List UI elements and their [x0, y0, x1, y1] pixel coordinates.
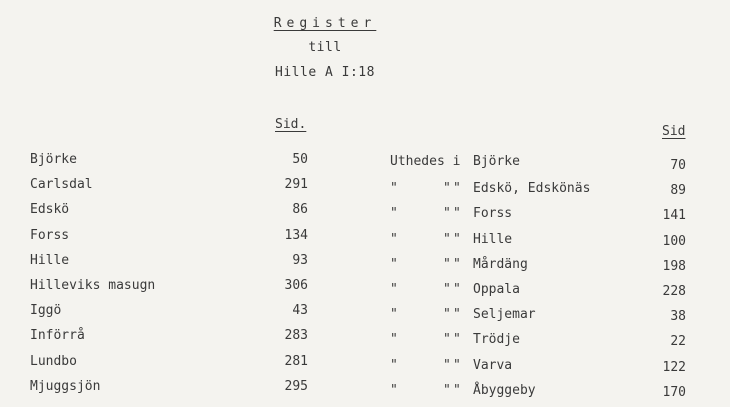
right-place-name: Hille: [473, 232, 513, 247]
ditto-mark: ": [390, 332, 398, 347]
ditto-mark: ": [443, 282, 451, 297]
register-row: [0, 253, 730, 273]
ditto-mark: ": [390, 383, 398, 398]
left-place-name: Mjuggsjön: [30, 379, 101, 394]
right-place-name: Åbyggeby: [473, 383, 536, 398]
ditto-mark: ": [443, 257, 451, 272]
left-place-name: Hilleviks masugn: [30, 278, 156, 293]
register-row: [0, 328, 730, 348]
ditto-mark: ": [443, 358, 451, 373]
right-place-name: Björke: [473, 154, 520, 169]
register-row: [0, 303, 730, 323]
ditto-mark: ": [443, 181, 451, 196]
ditto-mark: ": [390, 257, 398, 272]
right-page-number: 170: [662, 385, 686, 400]
ditto-mark: ": [390, 358, 398, 373]
left-place-name: Införrå: [30, 328, 85, 343]
right-place-name: Mårdäng: [473, 257, 528, 272]
right-place-name: Edskö, Edskönäs: [473, 181, 591, 196]
left-place-name: Forss: [30, 228, 70, 243]
right-place-name: Seljemar: [473, 307, 536, 322]
register-row: [0, 177, 730, 197]
register-row: [0, 152, 730, 172]
right-place-name: Trödje: [473, 332, 520, 347]
register-row: [0, 228, 730, 248]
register-row: [0, 278, 730, 298]
left-page-number: 306: [284, 278, 308, 293]
register-row: [0, 202, 730, 222]
cut-off-next-line: [30, 400, 70, 407]
right-place-name: Forss: [473, 206, 513, 221]
ditto-mark: ": [390, 181, 398, 196]
left-page-number: 295: [284, 379, 308, 394]
left-place-name: Carlsdal: [30, 177, 93, 192]
ditto-mark: ": [443, 206, 451, 221]
left-page-column-header: Sid.: [275, 117, 307, 132]
ditto-mark: ": [453, 282, 461, 297]
ditto-mark: ": [453, 358, 461, 373]
ditto-mark: ": [453, 332, 461, 347]
left-page-number: 43: [292, 303, 308, 318]
ditto-mark: ": [453, 307, 461, 322]
left-page-number: 86: [292, 202, 308, 217]
right-page-number: 141: [662, 208, 686, 223]
ditto-mark: ": [453, 181, 461, 196]
right-page-number: 122: [662, 360, 686, 375]
register-row: [0, 379, 730, 399]
ditto-mark: ": [390, 232, 398, 247]
right-page-column-header: Sid: [662, 124, 686, 139]
ditto-mark: ": [390, 307, 398, 322]
right-page-number: 38: [670, 309, 686, 324]
uthedes-label: Uthedes i: [390, 154, 461, 169]
left-place-name: Hille: [30, 253, 70, 268]
right-page-number: 198: [662, 259, 686, 274]
right-page-number: 228: [662, 284, 686, 299]
ditto-mark: ": [443, 332, 451, 347]
right-page-number: 89: [670, 183, 686, 198]
volume-reference: Hille A I:18: [275, 65, 375, 80]
ditto-mark: ": [390, 206, 398, 221]
ditto-mark: ": [453, 383, 461, 398]
register-row: [0, 354, 730, 374]
ditto-mark: ": [390, 282, 398, 297]
ditto-mark: ": [443, 383, 451, 398]
register-title: Register: [273, 16, 377, 31]
right-page-number: 70: [670, 158, 686, 173]
ditto-mark: ": [453, 206, 461, 221]
right-page-number: 100: [662, 234, 686, 249]
right-place-name: Oppala: [473, 282, 520, 297]
right-page-number: 22: [670, 334, 686, 349]
right-place-name: Varva: [473, 358, 513, 373]
ditto-mark: ": [443, 307, 451, 322]
left-place-name: Iggö: [30, 303, 62, 318]
left-page-number: 93: [292, 253, 308, 268]
left-page-number: 281: [284, 354, 308, 369]
ditto-mark: ": [453, 257, 461, 272]
left-place-name: Edskö: [30, 202, 70, 217]
ditto-mark: ": [443, 232, 451, 247]
left-page-number: 291: [284, 177, 308, 192]
left-page-number: 134: [284, 228, 308, 243]
left-place-name: Björke: [30, 152, 77, 167]
ditto-mark: ": [453, 232, 461, 247]
register-subtitle: till: [308, 40, 342, 55]
left-place-name: Lundbo: [30, 354, 77, 369]
left-page-number: 50: [292, 152, 308, 167]
left-page-number: 283: [284, 328, 308, 343]
